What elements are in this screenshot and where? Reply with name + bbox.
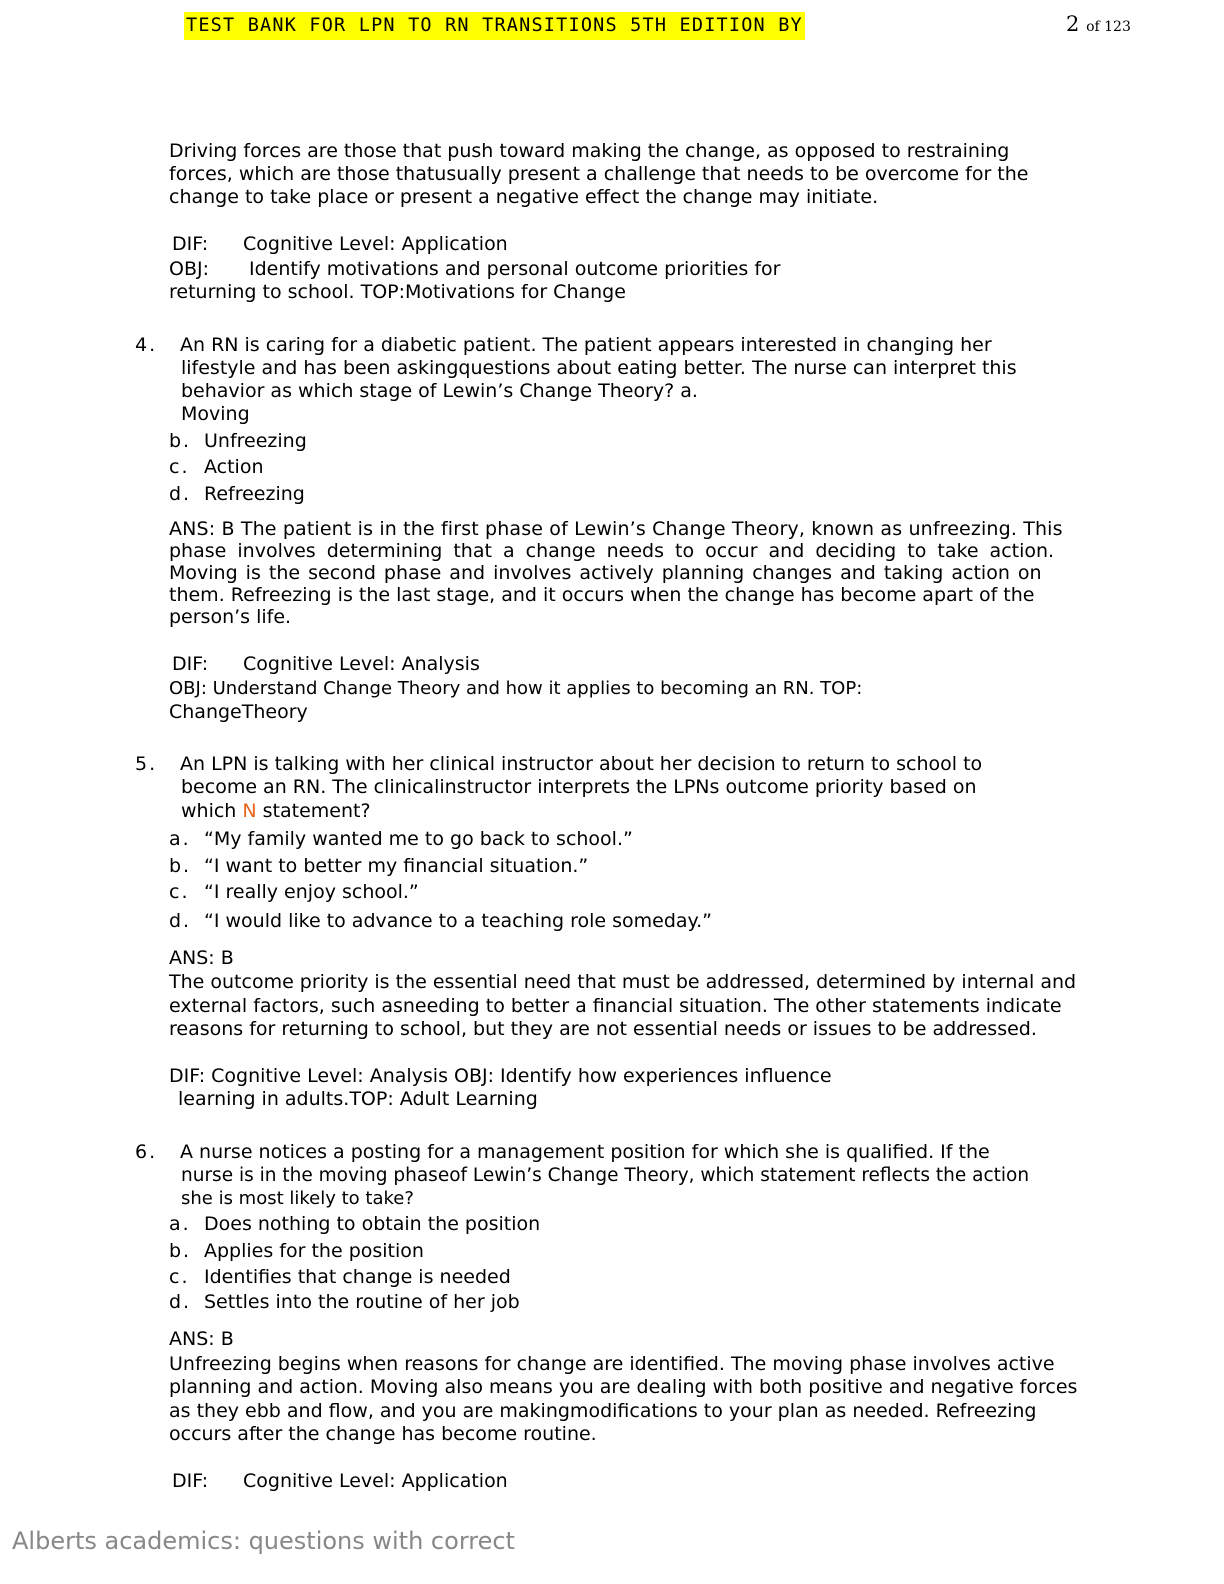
q6-stem-line-3: she is most likely to take?: [181, 1188, 414, 1209]
q6-option-a-letter: a.: [169, 1213, 191, 1235]
q4-answer-line-4: them. Refreezing is the last stage, and it occurs when the change has become apart of the: [169, 584, 1035, 606]
q6-rationale-line-2: planning and action. Moving also means you are dealing with both positive and negative forces: [169, 1376, 1078, 1398]
q5-option-c-letter: c.: [169, 881, 190, 903]
q4-dif-value: Cognitive Level: Analysis: [243, 653, 480, 675]
q5-stem-line-3-pre: which: [181, 800, 243, 822]
q5-number: 5.: [135, 753, 158, 775]
q4-dif-label: DIF:: [172, 653, 209, 675]
q4-answer-line-1: ANS: B The patient is in the first phase of Lewin’s Change Theory, known as unfreezing. This: [169, 518, 1063, 540]
q5-stem-line-3-post: statement?: [256, 800, 371, 822]
page-number-current: 2: [1066, 12, 1080, 36]
q6-ans: ANS: B: [169, 1328, 234, 1350]
q4-answer-line-2: phase involves determining that a change needs to occur and deciding to take action.: [169, 540, 1055, 562]
q4-option-d-letter: d.: [169, 483, 192, 505]
intro-obj-label: OBJ:: [169, 258, 209, 280]
q6-stem-line-2: nurse is in the moving phaseof Lewin’s Change Theory, which statement reflects the action: [181, 1165, 1030, 1186]
q6-option-a-text: Does nothing to obtain the position: [204, 1213, 541, 1235]
q5-rationale-line-1: The outcome priority is the essential need that must be addressed, determined by internal and: [169, 971, 1077, 993]
q6-rationale-line-3: as they ebb and flow, and you are makingmodifications to your plan as needed. Refreezing: [169, 1400, 1037, 1422]
intro-line-1: Driving forces are those that push toward making the change, as opposed to restraining: [169, 140, 1010, 162]
q5-option-a-letter: a.: [169, 828, 191, 850]
q6-option-d-letter: d.: [169, 1291, 192, 1313]
q6-stem-line-1: A nurse notices a posting for a management position for which she is qualified. If the: [180, 1141, 990, 1163]
q4-option-b-letter: b.: [169, 430, 192, 452]
q4-stem-line-1: An RN is caring for a diabetic patient. The patient appears interested in changing her: [180, 334, 992, 356]
intro-dif-label: DIF:: [172, 233, 209, 255]
q5-dif-line-2: learning in adults.TOP: Adult Learning: [178, 1088, 538, 1110]
q4-option-b-text: Unfreezing: [204, 430, 307, 452]
q4-option-d-text: Refreezing: [204, 483, 305, 505]
page-number: [1066, 10, 1131, 41]
q5-rationale-line-3: reasons for returning to school, but they are not essential needs or issues to be addressed.: [169, 1018, 1037, 1040]
q6-option-c-letter: c.: [169, 1266, 190, 1288]
q6-number: 6.: [135, 1141, 158, 1163]
q6-rationale-line-4: occurs after the change has become routine.: [169, 1423, 597, 1445]
q5-ans: ANS: B: [169, 947, 234, 969]
q5-option-b-letter: b.: [169, 855, 192, 877]
q4-option-a-text: Moving: [181, 403, 250, 425]
q5-dif-line-1: DIF: Cognitive Level: Analysis OBJ: Identify how experiences influence: [169, 1065, 832, 1087]
q5-stem-accent-letter: N: [242, 800, 257, 822]
q4-obj-line-1: OBJ: Understand Change Theory and how it applies to becoming an RN. TOP:: [169, 678, 863, 699]
q6-dif-value: Cognitive Level: Application: [243, 1470, 508, 1492]
q6-dif-label: DIF:: [172, 1470, 209, 1492]
q6-option-d-text: Settles into the routine of her job: [204, 1291, 520, 1313]
q4-answer-line-3: Moving is the second phase and involves actively planning changes and taking action on: [169, 562, 1042, 584]
document-header-title: TEST BANK FOR LPN TO RN TRANSITIONS 5TH EDITION BY: [184, 12, 805, 40]
q4-stem-line-3: behavior as which stage of Lewin’s Change Theory? a.: [181, 380, 698, 402]
q4-obj-line-2: ChangeTheory: [169, 701, 308, 723]
q5-option-c-text: “I really enjoy school.”: [204, 881, 419, 903]
q5-option-b-text: “I want to better my financial situation.”: [204, 855, 589, 877]
intro-line-2: forces, which are those thatusually present a challenge that needs to be overcome for the: [169, 163, 1029, 185]
intro-dif-value: Cognitive Level: Application: [243, 233, 508, 255]
q5-option-d-text: “I would like to advance to a teaching role someday.”: [204, 910, 712, 932]
intro-line-3: change to take place or present a negative effect the change may initiate.: [169, 186, 879, 208]
q4-number: 4.: [135, 334, 158, 356]
q4-answer-line-5: person’s life.: [169, 606, 292, 628]
q5-stem-line-2: become an RN. The clinicalinstructor interprets the LPNs outcome priority based on: [181, 776, 977, 798]
q6-option-b-text: Applies for the position: [204, 1240, 424, 1262]
q4-stem-line-2: lifestyle and has been askingquestions about eating better. The nurse can interpret this: [181, 357, 1017, 379]
q4-option-c-text: Action: [204, 456, 264, 478]
intro-obj-line-2: returning to school. TOP:Motivations for Change: [169, 281, 626, 303]
q5-stem-line-3: [181, 800, 371, 824]
q5-option-a-text: “My family wanted me to go back to school.”: [204, 828, 633, 850]
q6-option-c-text: Identifies that change is needed: [204, 1266, 511, 1288]
q5-rationale-line-2: external factors, such asneeding to better a financial situation. The other statements indicate: [169, 995, 1062, 1017]
q6-rationale-line-1: Unfreezing begins when reasons for change are identified. The moving phase involves active: [169, 1353, 1055, 1375]
page-number-total: of 123: [1086, 19, 1131, 35]
q5-stem-line-1: An LPN is talking with her clinical instructor about her decision to return to school to: [180, 753, 983, 775]
q5-option-d-letter: d.: [169, 910, 192, 932]
q6-option-b-letter: b.: [169, 1240, 192, 1262]
q4-option-c-letter: c.: [169, 456, 190, 478]
intro-obj-value: Identify motivations and personal outcome priorities for: [249, 258, 781, 280]
footer-watermark: Alberts academics: questions with correct: [12, 1527, 515, 1555]
